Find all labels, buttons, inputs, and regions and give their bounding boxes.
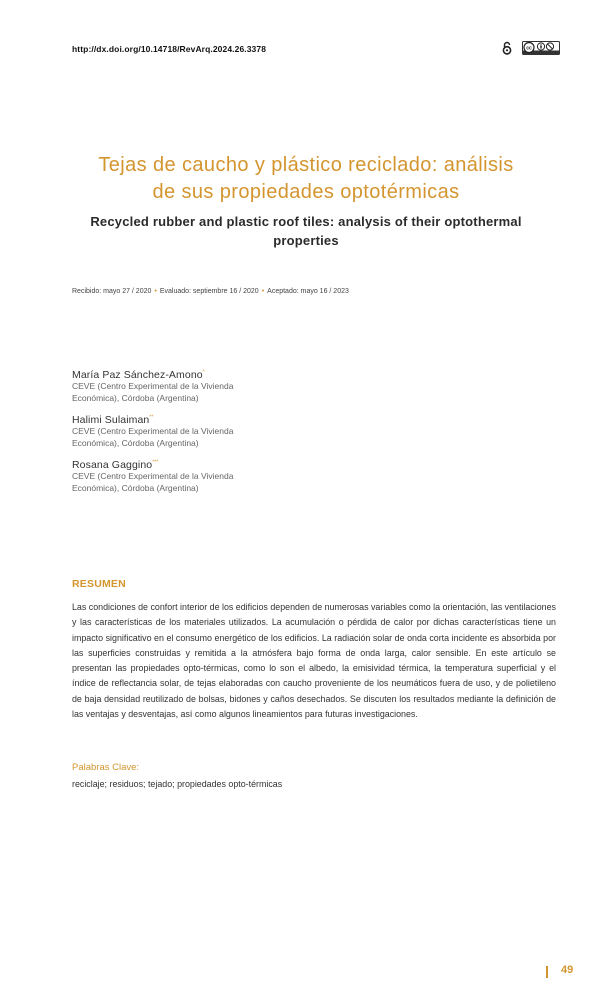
- author-affiliation: CEVE (Centro Experimental de la Vivienda Económica), Córdoba (Argentina): [72, 381, 234, 403]
- english-title-line-2: properties: [273, 233, 339, 248]
- creative-commons-by-nc-badge: [522, 41, 560, 55]
- separator-dot: •: [154, 288, 157, 295]
- date-received: Recibido: mayo 27 / 2020: [72, 288, 152, 295]
- date-accepted: Aceptado: mayo 16 / 2023: [267, 288, 349, 295]
- author-name: Rosana Gaggino***: [72, 459, 159, 471]
- page-number-divider: [546, 966, 548, 978]
- doi-link[interactable]: http://dx.doi.org/10.14718/RevArq.2024.26.3378: [72, 44, 267, 54]
- separator-dot: •: [261, 288, 265, 295]
- svg-text:cc: cc: [526, 45, 532, 52]
- english-title-line-1: Recycled rubber and plastic roof tiles: analysis of their optothermal: [90, 214, 522, 229]
- abstract-heading: RESUMEN: [72, 578, 126, 590]
- open-access-icon: [502, 41, 512, 55]
- keywords-heading: Palabras Clave:: [72, 762, 140, 773]
- article-title-english: [70, 212, 542, 250]
- publication-dates: [72, 288, 349, 295]
- author-footnote-mark: *: [202, 369, 205, 376]
- title-line-2: de sus propiedades optotérmicas: [152, 181, 460, 203]
- author-name: María Paz Sánchez-Amono*: [72, 369, 205, 381]
- title-line-1: Tejas de caucho y plástico reciclado: análisis: [98, 154, 514, 176]
- author-block: [72, 459, 272, 494]
- page-number: 49: [561, 964, 574, 976]
- author-footnote-mark: ***: [152, 459, 159, 466]
- article-title-spanish: [60, 152, 552, 206]
- author-affiliation: CEVE (Centro Experimental de la Vivienda Económica), Córdoba (Argentina): [72, 426, 234, 448]
- author-block: [72, 369, 272, 404]
- author-footnote-mark: **: [149, 414, 154, 421]
- keywords-list: reciclaje; residuos; tejado; propiedades opto-térmicas: [72, 779, 283, 789]
- author-block: [72, 414, 272, 449]
- author-name: Halimi Sulaiman**: [72, 414, 154, 426]
- date-evaluated: Evaluado: septiembre 16 / 2020: [159, 288, 259, 295]
- abstract-body: Las condiciones de confort interior de los edificios dependen de numerosas variables como la orientación, las ventilaciones y las características de los materiales utilizados. La acumulación o pérdida de calor por dichas características tiene un impacto significativo en el consumo energético de los edificios. La radiación solar de onda corta incidente es absorbida por las superficies construidas y remitida a la atmósfera bajo forma de onda larga, calor sensible. En este artículo se presentan las propiedades opto-térmicas, como lo son el albedo, la emisividad térmica, la temperatura superficial y el índice de reflectancia solar, de tejas elaboradas con caucho proveniente de los neumáticos fuera de uso, y de polietileno de baja densidad reutilizado de bolsas, bidones y caños desechados. Se discuten los resultados mediante la definición de las ventajas y desventajas, así como algunos lineamientos para futuras investigaciones.: [72, 602, 556, 720]
- author-affiliation: CEVE (Centro Experimental de la Vivienda Económica), Córdoba (Argentina): [72, 471, 234, 493]
